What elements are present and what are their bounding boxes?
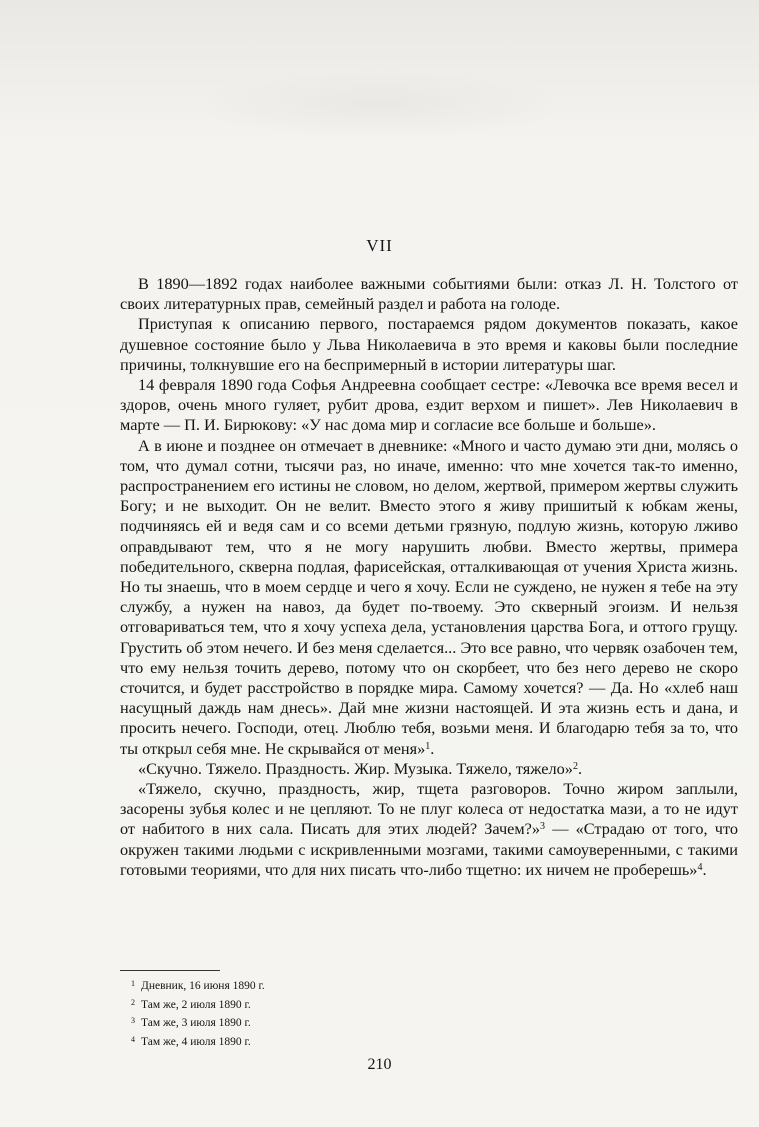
paragraph (120, 274, 738, 314)
body-text (120, 274, 738, 880)
show-through-bleed (190, 70, 570, 140)
chapter-heading: VII (366, 236, 393, 255)
page-number: 210 (367, 1056, 392, 1073)
footnote-ref: 1 (425, 740, 431, 752)
paragraph (120, 314, 738, 375)
paragraph: А в июне и позднее он отмечает в дневнике: «Много и часто думаю эти дни, молясь о том, что думал сотни, тысячи раз, но иначе, именно: что мне хочется так-то именно, распространением его истины не словом, но делом, жертвой, примером жертвы служить Богу; и не выходит. Он не велит. Вместо этого я живу пришитый к юбкам жены, подчиняясь ей и ведя сам и со всеми детьми грязную, подлую жизнь, которую лживо оправдывают тем, что я не могу нарушить любви. Вместо жертвы, примера победительного, скверна подлая, фарисейская, отталкивающая от учения Христа жизнь. Но ты знаешь, что в моем сердце и чего я хочу. Если не суждено, не нужен я тебе на эту службу, а нужен на навоз, да будет по-твоему. Это скверный эгоизм. И нельзя отговариваться тем, что я хочу успеха дела, установления царства Бога, и оттого грущу. Грустить об этом нечего. И без меня сделается... Это все равно, что червяк озабочен тем, что ему нельзя точить дерево, потому что он скорбеет, что без него дерево не скоро сточится, и будет расстройство в порядке мира. Самому хочется? — Да. Но «хлеб наш насущный даждь нам днесь». Дай мне жизни настоящей. И эта жизнь есть и дана, и просить нечего. Господи, отец. Люблю тебя, возьми меня. И благодарю тебя за то, что ты открыл себя мне. Не скрывайся от меня»$^1$. (120, 435, 738, 758)
footnote-text: Там же, 4 июля 1890 г. (141, 1035, 251, 1048)
footnote-mark: 4 (131, 1034, 135, 1044)
footnote-mark: 3 (131, 1016, 135, 1025)
paragraph-text: В 1890—1892 годах наиболее важными событиями были: отказ Л. Н. Толстого от своих литературных прав, семейный раздел и работа на голоде. (120, 274, 738, 314)
footnote-separator (120, 970, 220, 971)
footnote-ref: 3 (540, 821, 546, 833)
footnote-mark: 1 (131, 979, 135, 988)
footnotes (131, 976, 531, 1050)
paragraph (120, 375, 738, 436)
footnote (131, 995, 531, 1014)
footnote-mark: 2 (131, 997, 135, 1007)
paragraph-text: . (702, 859, 707, 879)
paragraph-text: 14 февраля 1890 года Софья Андреевна сообщает сестре: «Левочка все время весел и здоров, очень много гуляет, рубит дрова, ездит верхом и пишет». Лев Николаевич в марте — П. И. Бирюкову: «У нас дома мир и согласие все больше и больше». (120, 375, 738, 435)
footnote-text: Там же, 3 июля 1890 г. (141, 1017, 251, 1029)
paragraph (120, 779, 738, 880)
footnote (131, 1032, 531, 1051)
paragraph-text: — «Страдаю от того, что окружен такими людьми с искривленными мозгами, такими самоуверенными, с такими готовыми теориями, что для них писать что-либо тщетно: их ничем не проберешь» (120, 819, 738, 879)
paragraph-text: А в июне и позднее он отмечает в дневнике: «Много и часто думаю эти дни, молясь о том, что думал сотни, тысячи раз, но иначе, именно: что мне хочется так-то именно, распространением его истины не словом, но делом, жертвой, примером жертвы служить Богу; и не выходит. Он не велит. Вместо этого я живу пришитый к юбкам жены, подчиняясь ей и ведя сам и со всеми детьми грязную, подлую жизнь, которую лживо оправдывают тем, что я не могу нарушить любви. Вместо жертвы, примера победительного, скверна подлая, фарисейская, отталкивающая от учения Христа жизнь. Но ты знаешь, что в моем сердце и чего я хочу. Если не суждено, не нужен я тебе на эту службу, а нужен на навоз, да будет по-твоему. Это скверный эгоизм. И нельзя отговариваться тем, что я хочу успеха дела, установления царства Бога, и оттого грущу. Грустить об этом нечего. И без меня сделается... Это все равно, что червяк озабочен тем, что ему нельзя точить дерево, потому что он скорбеет, что без него дерево не скоро сточится, и будет расстройство в порядке мира. Самому хочется? — Да. Но «хлеб наш насущный даждь нам днесь». Дай мне жизни настоящей. И эта жизнь есть и дана, и просить нечего. Господи, отец. Люблю тебя, возьми меня. И благодарю тебя за то, что ты открыл себя мне. Не скрывайся от меня» (120, 435, 738, 758)
footnote-text: Там же, 2 июля 1890 г. (141, 998, 251, 1011)
paragraph-text: «Скучно. Тяжело. Праздность. Жир. Музыка. Тяжело, тяжело» (138, 758, 573, 778)
footnote (131, 1013, 531, 1032)
footnote-ref: 2 (572, 760, 578, 772)
paragraph: «Скучно. Тяжело. Праздность. Жир. Музыка. Тяжело, тяжело»$^2$. (138, 758, 583, 778)
footnote-text: Дневник, 16 июня 1890 г. (141, 980, 265, 992)
footnote (131, 976, 531, 995)
paragraph-text: «Тяжело, скучно, праздность, жир, тщета разговоров. Точно жиром заплыли, засорены зубья колес и не цепляют. То не плуг колеса от недостатка мази, а то не идут от набитого в них сала. Писать для этих людей? Зачем?» (120, 779, 738, 839)
footnote-ref: 4 (697, 861, 703, 873)
paragraph-text: Приступая к описанию первого, постараемся рядом документов показать, какое душевное состояние было у Льва Николаевича в это время и каковы были последние причины, толкнувшие его на беспримерный в истории литературы шаг. (120, 314, 738, 374)
